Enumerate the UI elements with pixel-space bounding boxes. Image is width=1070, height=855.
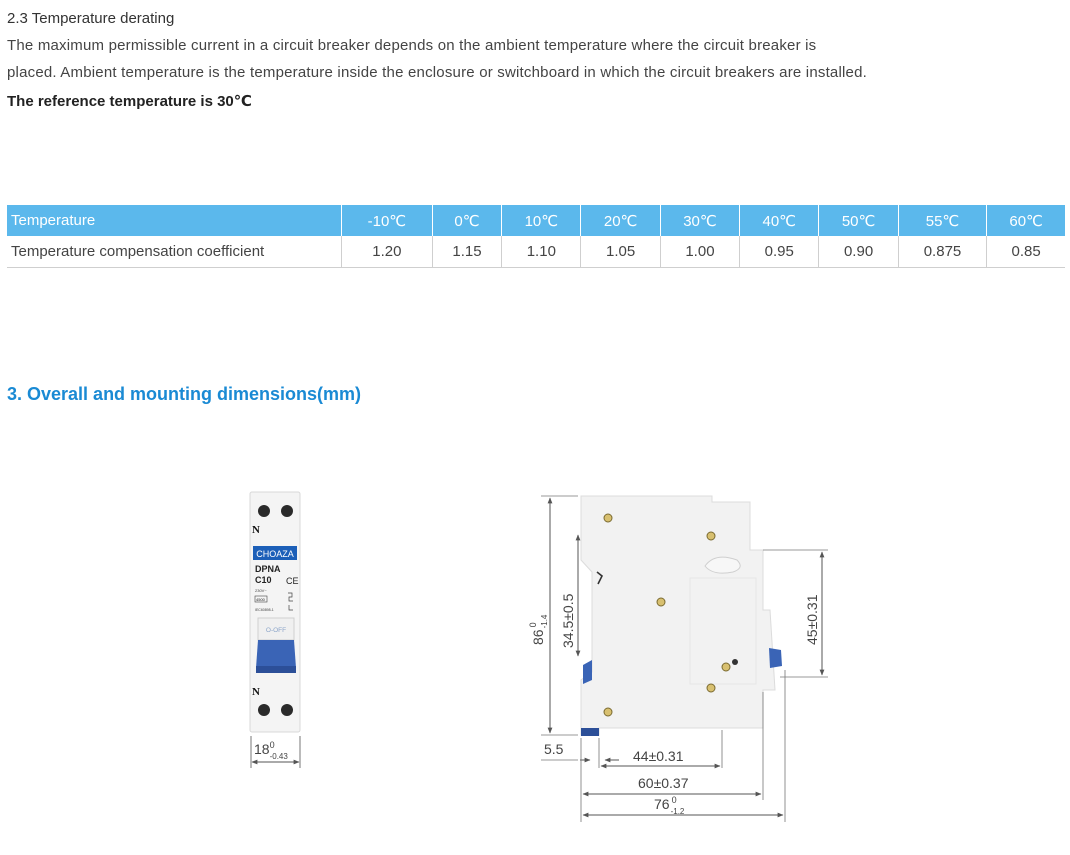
rivet-icon bbox=[707, 532, 715, 540]
front-width-dimension: $18^0$ -0.43 bbox=[254, 740, 288, 761]
standard-label: IEC60898-1 bbox=[255, 608, 274, 612]
screw-icon bbox=[258, 505, 270, 517]
clip-lower bbox=[581, 728, 599, 736]
screw-icon bbox=[258, 704, 270, 716]
front-view bbox=[250, 492, 300, 768]
rivet-icon bbox=[604, 708, 612, 716]
temp-cell: 0℃ bbox=[432, 205, 501, 236]
model-label: DPNA bbox=[255, 564, 281, 574]
reference-temperature: The reference temperature is 30℃ bbox=[7, 93, 252, 110]
base-offset-dimension: 5.5 bbox=[544, 741, 564, 757]
clip-upper bbox=[583, 660, 592, 684]
rivet-icon bbox=[657, 598, 665, 606]
table-row-header: Temperature bbox=[7, 205, 342, 236]
brand-logo: CHOAZA bbox=[256, 549, 294, 559]
table-row-label: Temperature compensation coefficient bbox=[7, 236, 342, 268]
screw-icon bbox=[281, 505, 293, 517]
temp-cell: 20℃ bbox=[581, 205, 660, 236]
rivet-icon bbox=[604, 514, 612, 522]
handle-icon bbox=[256, 640, 296, 668]
coef-cell: 1.10 bbox=[502, 236, 581, 268]
mount-height-dimension: 45±0.31 bbox=[804, 594, 820, 645]
coef-cell: 0.90 bbox=[819, 236, 898, 268]
coef-cell: 1.00 bbox=[660, 236, 739, 268]
rail-width-dimension: 44±0.31 bbox=[633, 748, 684, 764]
coef-cell: 1.20 bbox=[342, 236, 433, 268]
paragraph-line-1: The maximum permissible current in a circuit breaker depends on the ambient temperature where the circuit breaker is bbox=[7, 37, 817, 54]
total-depth-dimension: 76 $^0$ -1.2 bbox=[654, 795, 685, 816]
temp-cell: 60℃ bbox=[987, 205, 1065, 236]
dimensions-title: 3. Overall and mounting dimensions(mm) bbox=[7, 384, 362, 404]
temp-cell: 10℃ bbox=[502, 205, 581, 236]
coef-cell: 0.875 bbox=[898, 236, 987, 268]
temp-cell: 30℃ bbox=[660, 205, 739, 236]
capacity-label: 4500 bbox=[256, 597, 265, 602]
upper-height-dimension: 34.5±0.5 bbox=[560, 593, 576, 648]
release-clip-icon bbox=[769, 648, 782, 668]
ce-mark: CE bbox=[286, 576, 299, 586]
handle-state-label: O-OFF bbox=[265, 627, 287, 634]
section-heading: 2.3 Temperature derating bbox=[7, 10, 175, 27]
coef-cell: 1.05 bbox=[581, 236, 660, 268]
terminal-bottom-label: N bbox=[252, 686, 260, 698]
screw-icon bbox=[281, 704, 293, 716]
paragraph-line-2: placed. Ambient temperature is the temperature inside the enclosure or switchboard in which the circuit breakers are installed. bbox=[7, 64, 867, 81]
coef-cell: 0.85 bbox=[987, 236, 1065, 268]
handle-base bbox=[256, 666, 296, 673]
temp-cell: 55℃ bbox=[898, 205, 987, 236]
rating-label: C10 bbox=[255, 575, 272, 585]
side-body bbox=[581, 496, 775, 735]
total-height-dimension: $86^0$ -1.4 bbox=[528, 614, 549, 645]
temp-cell: 50℃ bbox=[819, 205, 898, 236]
coef-cell: 1.15 bbox=[432, 236, 501, 268]
pivot-icon bbox=[732, 659, 738, 665]
mid-depth-dimension: 60±0.37 bbox=[638, 775, 689, 791]
side-view bbox=[528, 496, 828, 822]
coef-cell: 0.95 bbox=[740, 236, 819, 268]
rivet-icon bbox=[722, 663, 730, 671]
terminal-top-label: N bbox=[252, 524, 260, 536]
voltage-label: 230V~ bbox=[255, 588, 267, 593]
temp-cell: -10℃ bbox=[342, 205, 433, 236]
temp-cell: 40℃ bbox=[740, 205, 819, 236]
rivet-icon bbox=[707, 684, 715, 692]
